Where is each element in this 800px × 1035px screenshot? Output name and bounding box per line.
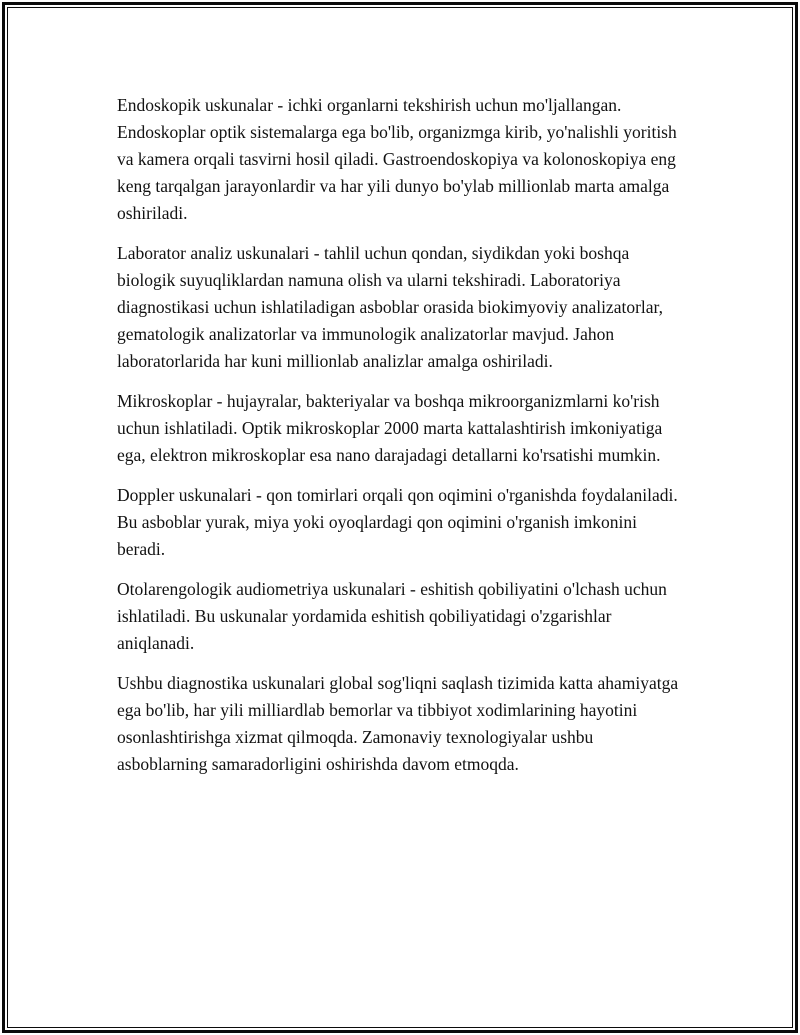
paragraph-endoscopy: Endoskopik uskunalar - ichki organlarni tekshirish uchun mo'ljallangan. Endoskoplar optik sistemalarga ega bo'lib, organizmga kirib, yo'nalishli yoritish va kamera orqali tasvirni hosil qiladi. Gastroendoskopiya va kolonoskopiya eng keng tarqalgan jarayonlardir va har yili dunyo bo'ylab millionlab marta amalga oshiriladi. xyxy=(117,95,677,223)
document-page xyxy=(8,8,792,1027)
page-border-inner xyxy=(7,7,793,1028)
paragraph-conclusion: Ushbu diagnostika uskunalari global sog'liqni saqlash tizimida katta ahamiyatga ega bo'lib, har yili milliardlab bemorlar va tibbiyot xodimlarining hayotini osonlashtirishga xizmat qilmoqda. Zamonaviy texnologiyalar ushbu asboblarning samaradorligini oshirishda davom etmoqda. xyxy=(117,673,679,774)
paragraph-doppler: Doppler uskunalari - qon tomirlari orqali qon oqimini o'rganishda foydalaniladi. Bu asboblar yurak, miya yoki oyoqlardagi qon oqimini o'rganish imkonini beradi. xyxy=(117,485,678,559)
paragraph-microscopes: Mikroskoplar - hujayralar, bakteriyalar va boshqa mikroorganizmlarni ko'rish uchun ishlatiladi. Optik mikroskoplar 2000 marta kattalashtirish imkoniyatiga ega, elektron mikroskoplar esa nano darajadagi detallarni ko'rsatishi mumkin. xyxy=(117,391,663,465)
page-border-outer xyxy=(2,2,798,1033)
paragraph-laboratory: Laborator analiz uskunalari - tahlil uchun qondan, siydikdan yoki boshqa biologik suyuqliklardan namuna olish va ularni tekshiradi. Laboratoriya diagnostikasi uchun ishlatiladigan asboblar orasida biokimyoviy analizatorlar, gematologik analizatorlar va immunologik analizatorlar mavjud. Jahon laboratorlarida har kuni millionlab analizlar amalga oshiriladi. xyxy=(117,243,664,371)
paragraph-audiometry: Otolarengologik audiometriya uskunalari - eshitish qobiliyatini o'lchash uchun ishlatiladi. Bu uskunalar yordamida eshitish qobiliyatidagi o'zgarishlar aniqlanadi. xyxy=(117,579,667,653)
